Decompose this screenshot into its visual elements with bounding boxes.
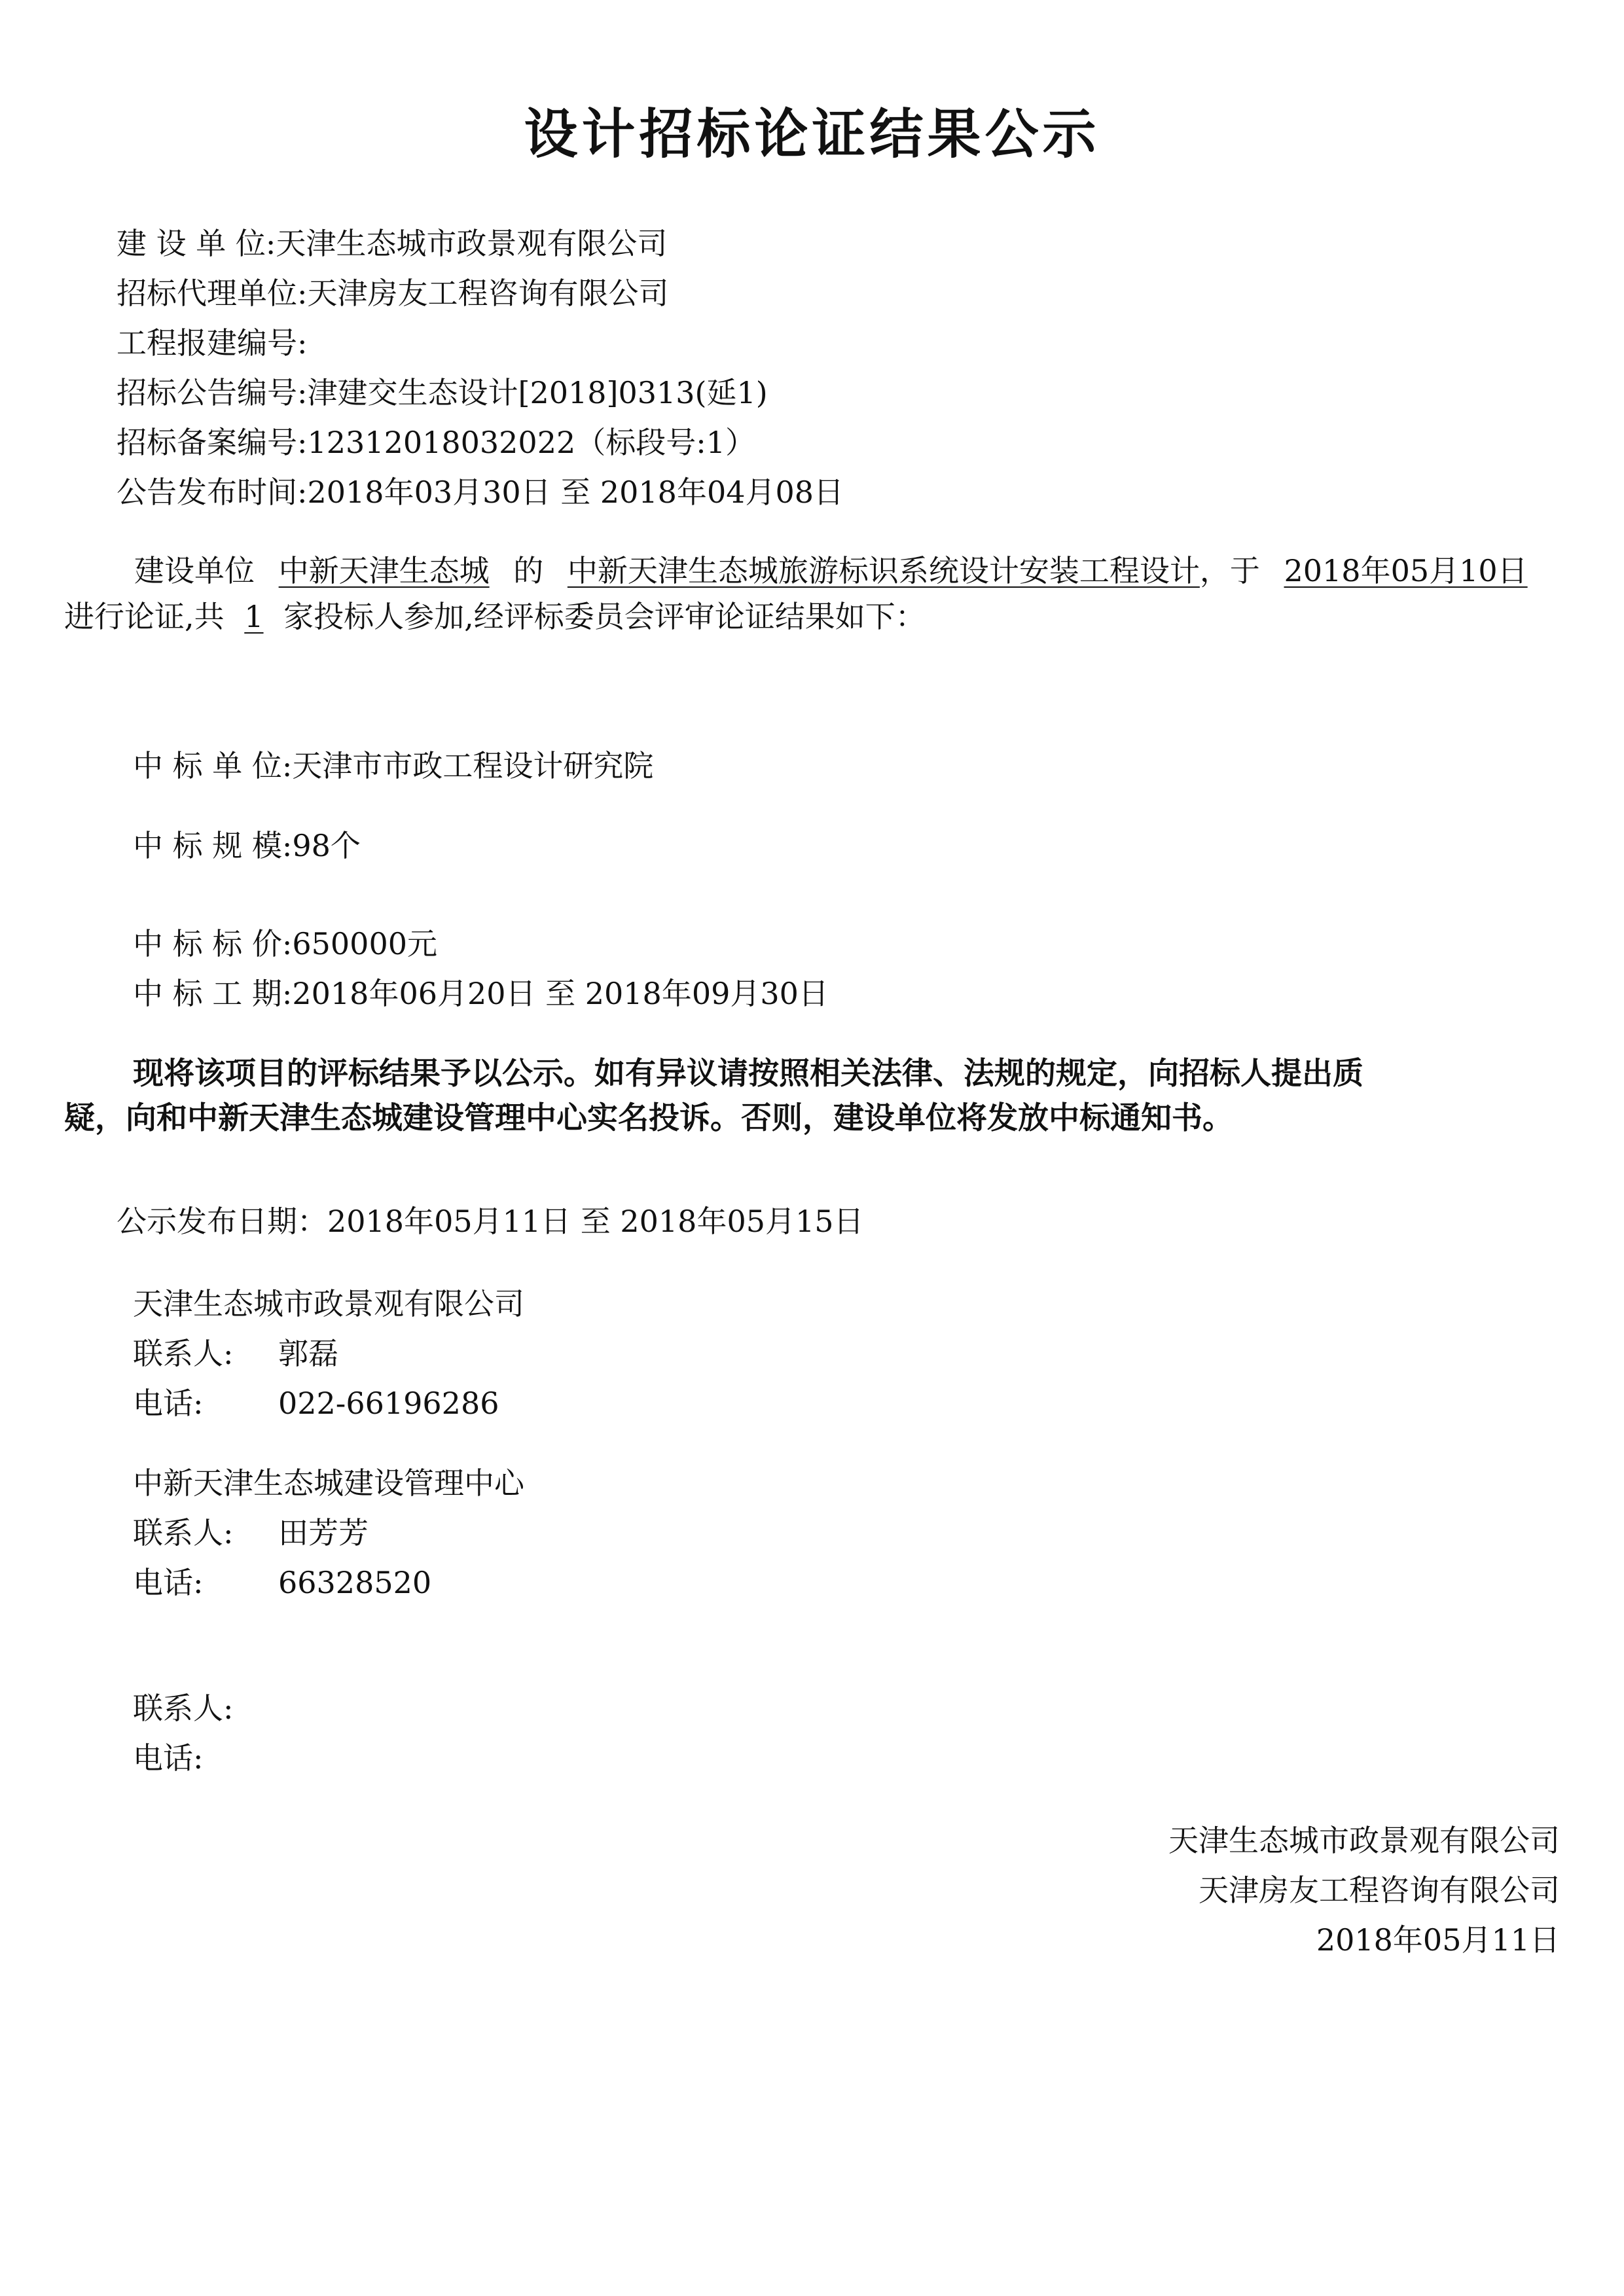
contact-2-phone-label: 电话:	[133, 1565, 204, 1600]
contact-2-org: 中新天津生态城建设管理中心	[133, 1465, 524, 1501]
publish-time-label: 公告发布时间:	[117, 475, 308, 510]
agent-label: 招标代理单位:	[117, 276, 308, 311]
contact-3-phone-label: 电话:	[133, 1740, 204, 1776]
notice-no-row	[117, 373, 768, 412]
intro-text-5: 家投标人参加,经评标委员会评审论证结果如下：	[283, 599, 926, 634]
publish-time-row	[117, 473, 844, 512]
scale-row	[133, 826, 361, 865]
contact-2-phone: 66328520	[278, 1565, 432, 1600]
contact-1-phone-row	[133, 1384, 499, 1423]
contact-2-person-label: 联系人:	[133, 1515, 234, 1551]
intro-unit: 中新天津生态城	[278, 553, 490, 588]
publicity-value: 2018年05月11日 至 2018年05月15日	[327, 1204, 864, 1239]
winner-value: 天津市市政工程设计研究院	[292, 748, 654, 783]
contact-2-phone-row	[133, 1563, 431, 1602]
statement-line-2: 疑，向和中新天津生态城建设管理中心实名投诉。否则，建设单位将发放中标通知书。	[64, 1100, 1233, 1136]
agent-row	[117, 274, 669, 313]
intro-date: 2018年05月10日	[1284, 553, 1528, 588]
build-unit-value: 天津生态城市政景观有限公司	[276, 226, 668, 261]
winner-row	[133, 746, 653, 785]
notice-no-label: 招标公告编号:	[117, 375, 308, 410]
publish-time-value: 2018年03月30日 至 2018年04月08日	[307, 475, 844, 510]
footer-org-1: 天津生态城市政景观有限公司	[1168, 1823, 1560, 1858]
period-label: 中 标 工 期:	[133, 976, 293, 1011]
intro-text-2: 的	[513, 553, 544, 588]
build-unit-label: 建 设 单 位:	[117, 226, 276, 261]
footer-date: 2018年05月11日	[1316, 1922, 1560, 1958]
contact-2-person: 田芳芳	[278, 1515, 369, 1551]
intro-line-1	[134, 551, 1528, 590]
winner-label: 中 标 单 位:	[133, 748, 293, 783]
contact-1-org: 天津生态城市政景观有限公司	[133, 1286, 524, 1321]
period-row	[133, 974, 829, 1013]
contact-1-phone: 022-66196286	[278, 1386, 499, 1421]
contact-1-person-row	[133, 1334, 338, 1373]
record-no-label: 招标备案编号:	[117, 425, 308, 460]
page-title: 设计招标论证结果公示	[524, 103, 1100, 166]
contact-3-person-label: 联系人:	[133, 1691, 234, 1726]
notice-no-value: 津建交生态设计[2018]0313(延1)	[307, 375, 768, 410]
statement-line-1: 现将该项目的评标结果予以公示。如有异议请按照相关法律、法规的规定，向招标人提出质	[133, 1056, 1363, 1092]
contact-2-person-row	[133, 1513, 369, 1552]
scale-label: 中 标 规 模:	[133, 828, 293, 863]
price-row	[133, 924, 437, 963]
record-no-value: 12312018032022（标段号:1）	[307, 425, 755, 460]
period-value: 2018年06月20日 至 2018年09月30日	[292, 976, 829, 1011]
footer-org-2: 天津房友工程咨询有限公司	[1199, 1873, 1560, 1908]
intro-text-1: 建设单位	[134, 553, 255, 588]
agent-value: 天津房友工程咨询有限公司	[307, 276, 669, 311]
scale-value: 98个	[292, 828, 361, 863]
intro-line-2	[64, 597, 926, 636]
build-unit-row	[117, 224, 667, 263]
contact-1-phone-label: 电话:	[133, 1386, 204, 1421]
intro-count: 1	[244, 599, 264, 634]
intro-text-4: 进行论证,共	[64, 599, 225, 634]
price-label: 中 标 标 价:	[133, 926, 293, 961]
intro-text-3: ，于	[1199, 553, 1260, 588]
project-no-row	[117, 323, 308, 363]
record-no-row	[117, 423, 755, 462]
publicity-label: 公示发布日期：	[117, 1204, 327, 1239]
contact-1-person: 郭磊	[278, 1336, 338, 1371]
publicity-row	[117, 1202, 864, 1241]
project-no-label: 工程报建编号:	[117, 325, 308, 361]
intro-project: 中新天津生态城旅游标识系统设计安装工程设计	[567, 553, 1200, 588]
price-value: 650000元	[292, 926, 437, 961]
contact-1-person-label: 联系人:	[133, 1336, 234, 1371]
